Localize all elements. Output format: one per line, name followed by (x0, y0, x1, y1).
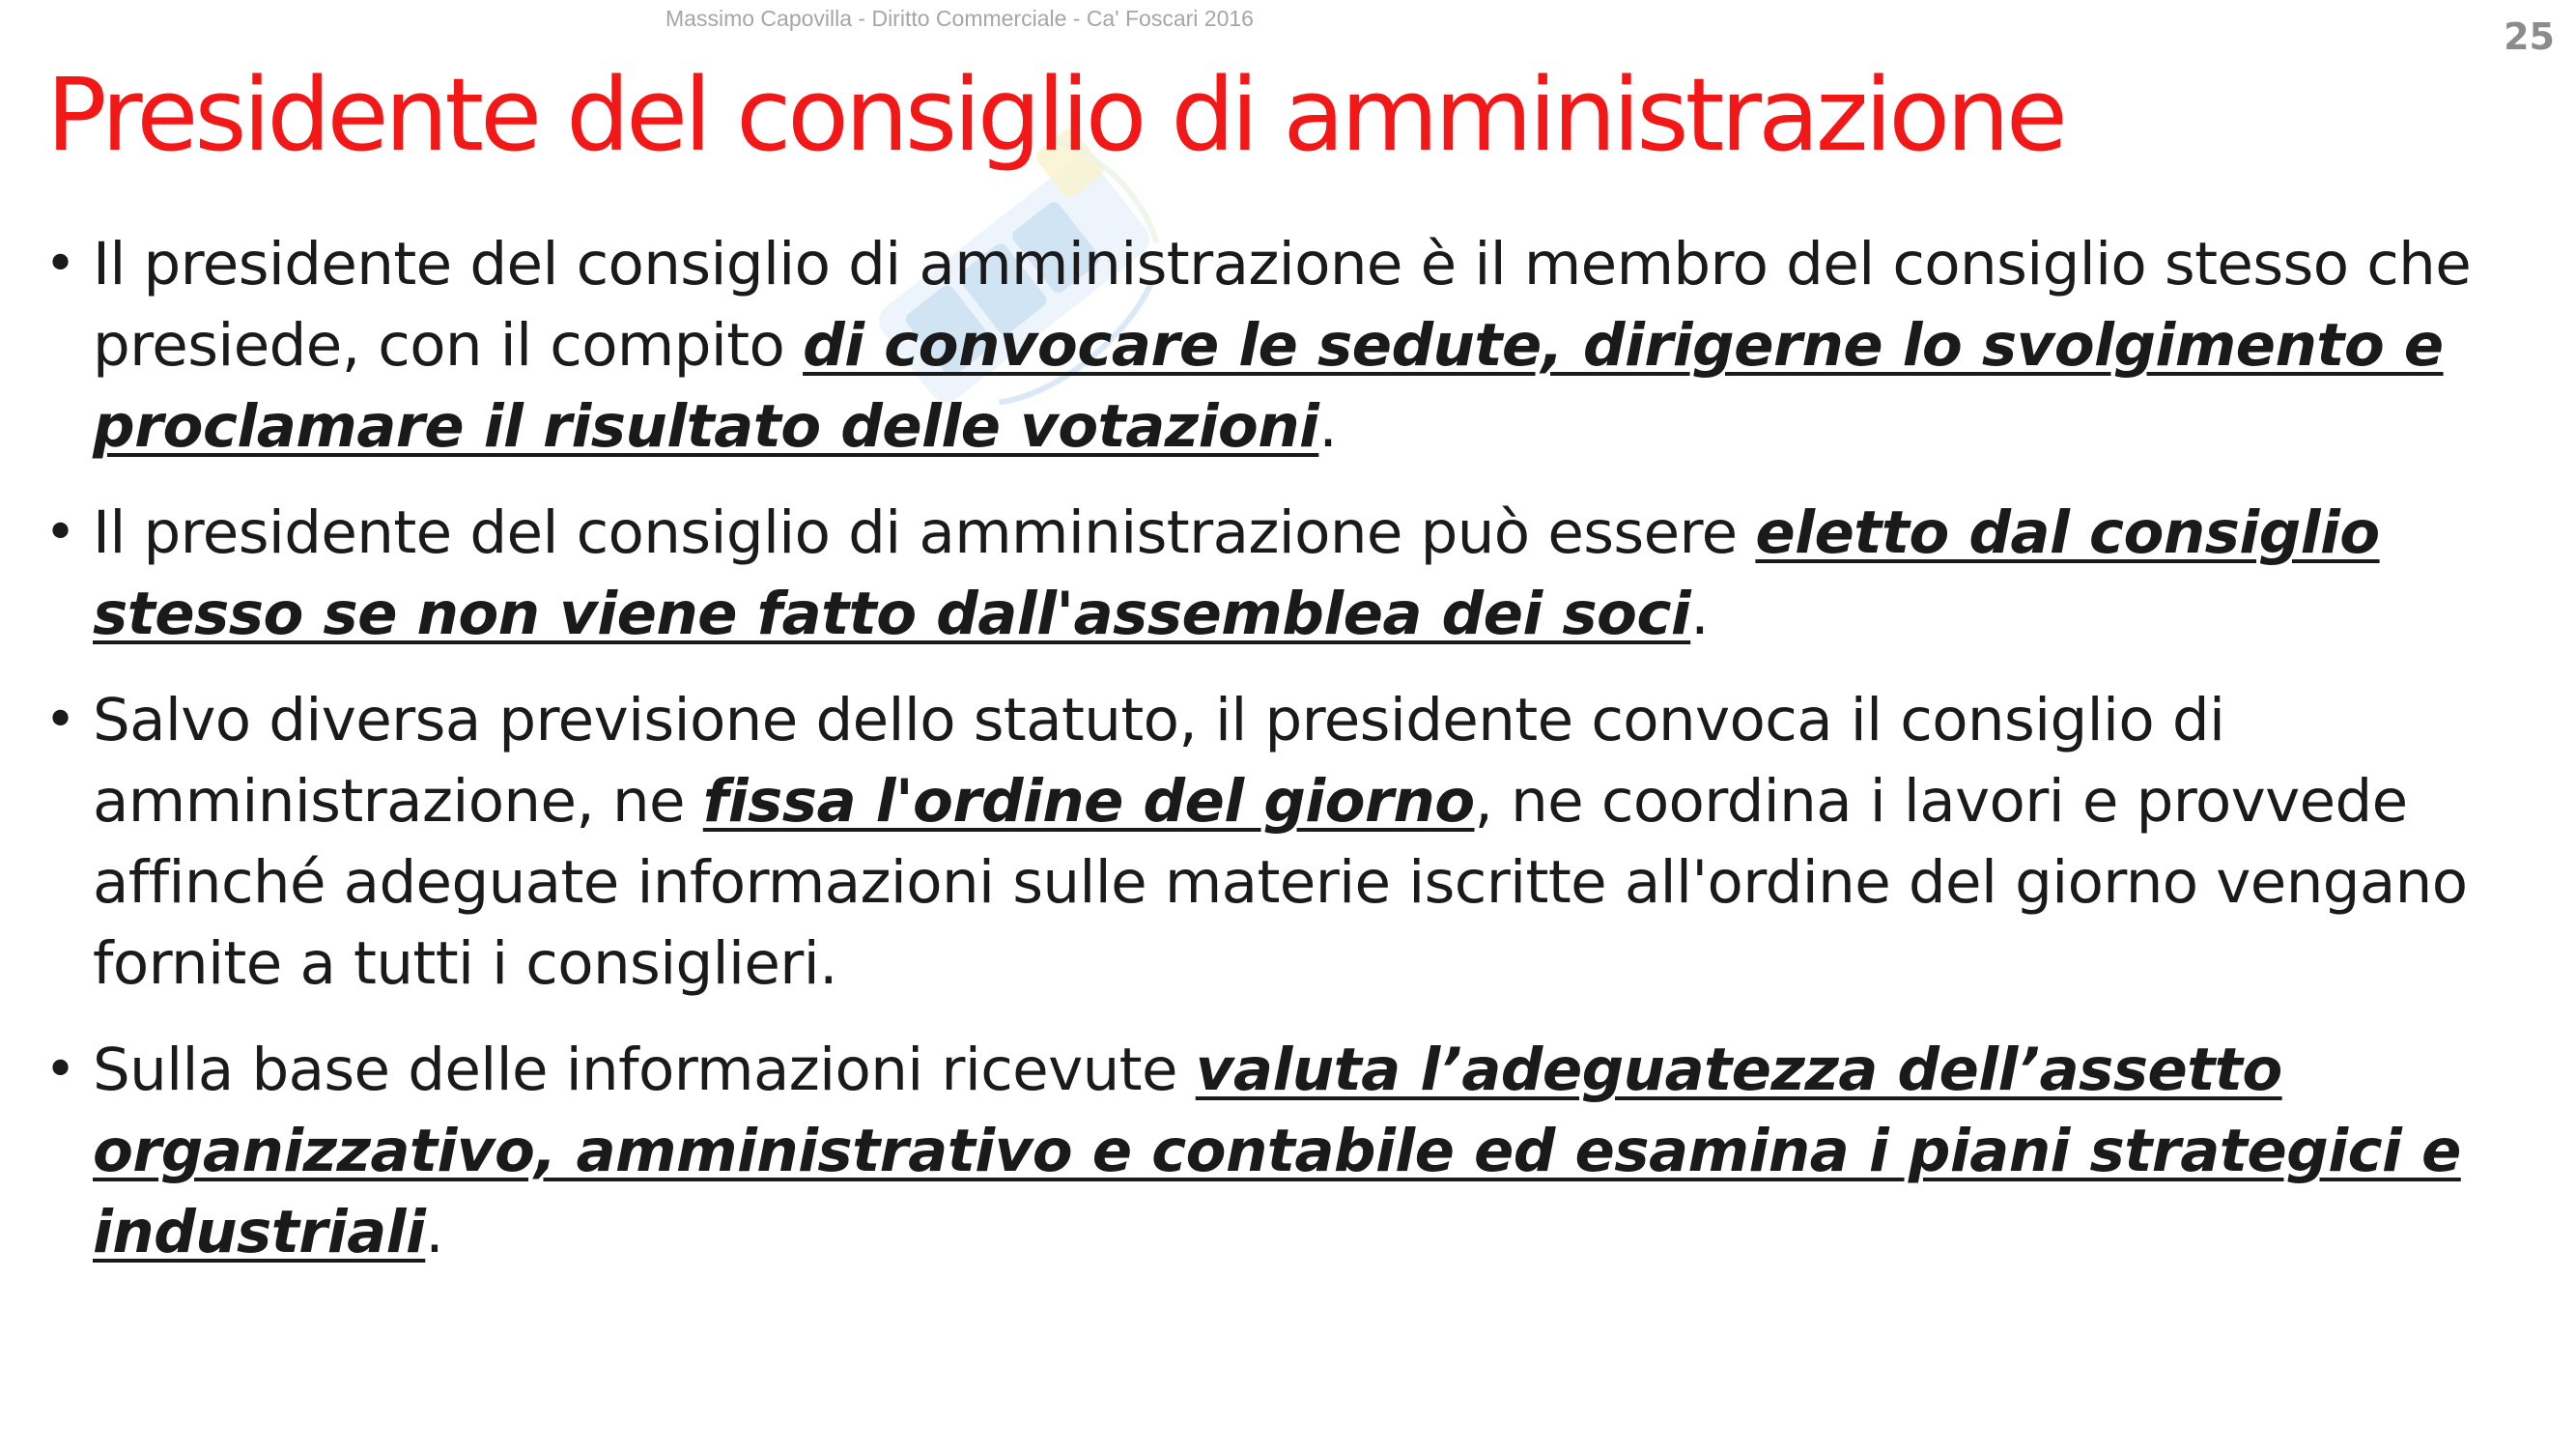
bullet-text-plain: . (425, 1198, 444, 1266)
bullet-list (44, 224, 2517, 1298)
bullet-text-plain: Il presidente del consiglio di amministrazione può essere (93, 498, 1756, 567)
bullet-text-plain: . (1318, 392, 1338, 461)
bullet-text-emphasis: eletto dal consiglio stesso se non viene fatto dall'assemblea dei soci (93, 498, 2380, 648)
bullet-text-plain: . (1690, 580, 1710, 648)
bullet-text-emphasis: di convocare le sedute, dirigerne lo svolgimento e proclamare il risultato delle votazioni (93, 311, 2444, 461)
bullet-dot-icon: • (44, 1038, 76, 1101)
bullet-dot-icon: • (44, 689, 76, 752)
bullet-text-plain: Salvo diversa previsione dello statuto, il presidente convoca il consiglio di amministrazione, ne (93, 686, 2225, 836)
header-credit: Massimo Capovilla - Diritto Commerciale - Ca' Foscari 2016 (665, 6, 1254, 31)
bullet-item (44, 1030, 2517, 1273)
bullet-text-plain: Il presidente del consiglio di amministrazione è il membro del consiglio stesso che presiede, con il compito (93, 230, 2472, 380)
bullet-item (44, 224, 2517, 468)
slide-title: Presidente del consiglio di amministrazione (46, 56, 2064, 174)
bullet-item (44, 493, 2517, 655)
bullet-item (44, 680, 2517, 1005)
bullet-dot-icon: • (44, 233, 76, 296)
bullet-text-plain: Sulla base delle informazioni ricevute (93, 1036, 1196, 1104)
bullet-dot-icon: • (44, 501, 76, 564)
bullet-text-emphasis: valuta l’adeguatezza dell’assetto organizzativo, amministrativo e contabile ed esamina i piani strategici e industriali (93, 1036, 2461, 1266)
bullet-text-emphasis: fissa l'ordine del giorno (702, 767, 1475, 836)
bullet-text-plain: , ne coordina i lavori e provvede affinché adeguate informazioni sulle materie iscritte all'ordine del giorno vengano fornite a tutti i consiglieri. (93, 767, 2468, 998)
slide-number: 25 (2504, 15, 2555, 58)
